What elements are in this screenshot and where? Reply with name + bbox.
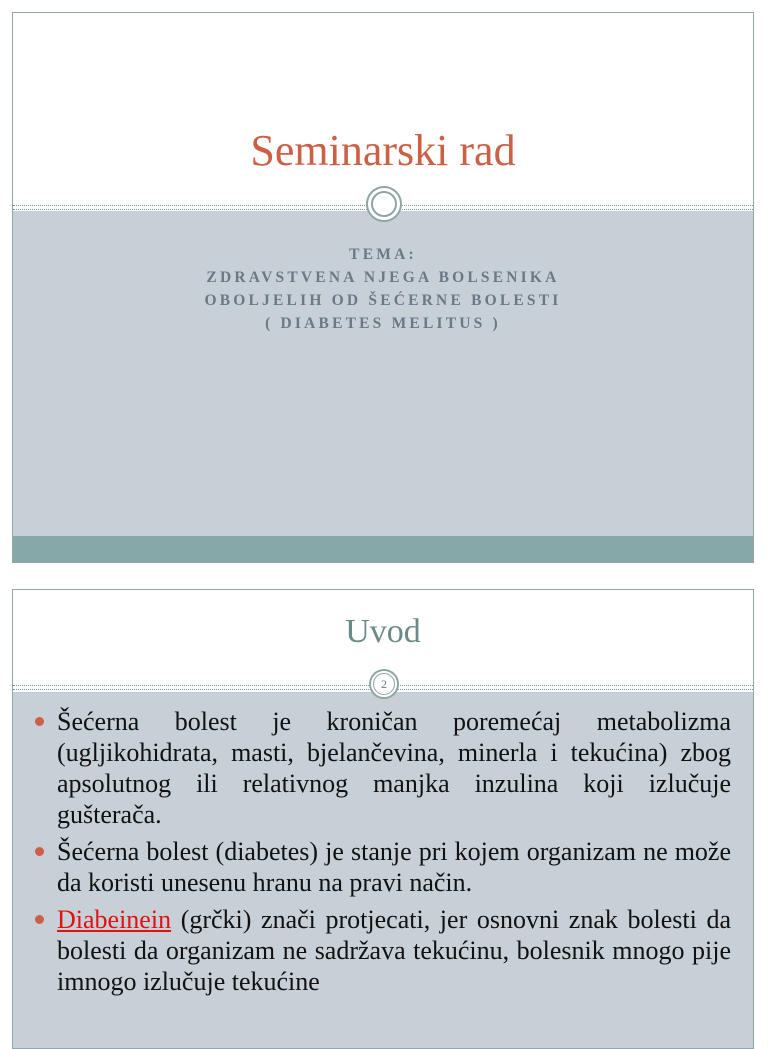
slide-1-title-area: [13, 13, 753, 205]
slide-title: Uvod: [345, 613, 421, 650]
bullet-text: (grčki) znači protjecati, jer osnovni znak bolesti da bolesti da organizam ne sadržava tekućinu, bolesnik mnogo pije imnogo izlučuje tekućine: [57, 905, 731, 996]
slide-number-badge: [369, 669, 399, 699]
subtitle-line: TEMA:: [349, 246, 417, 263]
footer-bar: [13, 536, 753, 562]
subtitle-line: OBOLJELIH OD ŠEĆERNE BOLESTI: [204, 292, 562, 309]
subtitle-line: ( DIABETES MELITUS ): [265, 315, 501, 332]
slide-1: [12, 12, 754, 563]
slide-number: 2: [381, 677, 387, 691]
slide-2-body: [13, 692, 753, 1048]
bullet-list: [35, 706, 731, 1003]
list-item: [35, 706, 731, 830]
slide-1-body: [13, 211, 753, 562]
bullet-icon: [35, 915, 44, 924]
slide-2: [12, 589, 754, 1049]
bullet-icon: [35, 717, 44, 726]
bullet-icon: [35, 847, 44, 856]
diabeinein-link[interactable]: Diabeinein: [57, 905, 172, 934]
bullet-text: Šećerna bolest (diabetes) je stanje pri kojem organizam ne može da koristi unesenu hranu na pravi način.: [57, 837, 731, 897]
slide-subtitle: [13, 243, 753, 335]
ornament-circle-icon: [366, 186, 402, 222]
list-item: [35, 904, 731, 997]
slide-title: Seminarski rad: [250, 126, 516, 175]
bullet-text: Šećerna bolest je kroničan poremećaj metabolizma (ugljikohidrata, masti, bjelančevina, minerla i tekućina) zbog apsolutnog ili relativnog manjka inzulina koji izlučuje gušterača.: [57, 707, 731, 829]
subtitle-line: ZDRAVSTVENA NJEGA BOLSENIKA: [206, 269, 560, 286]
list-item: [35, 836, 731, 898]
